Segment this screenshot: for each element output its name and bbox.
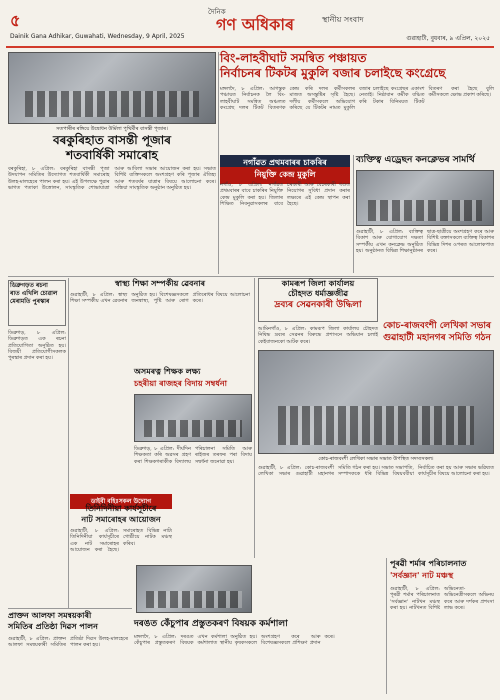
prakton-body: গুৱাহাটী, ৮ এপ্ৰিল: প্ৰাক্তন আলফা সমন্বয়কাৰী সমিতিৰ প্ৰতিষ্ঠা দিৱস উলহ-মালহেৰে পালন কৰা হয়। — [8, 636, 128, 649]
masthead — [6, 4, 494, 48]
photo-puja-caption: সতপাৰীৰ ৰঙ্গিয়ে উদ্বোধন উৰ্মিলা পুথিৰ্মীৰ বাসন্তী পূজাৰ। — [56, 126, 168, 132]
nagaon-headline-1: নগাঁৱত প্ৰথমবাৰৰ চাকৰিৰ — [220, 155, 350, 172]
nagaon-body: নগাঁও, ৮ এপ্ৰিল: নগাঁৱত প্ৰথমবাৰৰ বাবে চাকৰিৰ নিয়ুক্তি কেন্দ্ৰ মুকুলি কৰা হয়। জিলাৰ শিক্ষিত নিবনুৱাসকলৰ বাবে চৰকাৰী আৰু বেচৰকাৰী খণ্ডত নিয়োগৰ সুবিধা প্ৰদান কৰাৰ লক্ষ্যৰে এই কেন্দ্ৰ স্থাপন কৰা হৈছে। — [220, 182, 350, 207]
photo-koch — [258, 350, 494, 454]
asom-body: ডিব্ৰুগড়, ৮ এপ্ৰিল: দীৰ্ঘদিন শিক্ষকতা কৰি অৱসৰ গ্ৰহণ কৰা শিক্ষকগৰাকীক বিদ্যালয় পৰিচালনা সমিতি আৰু ৰাইজৰ তৰফৰ পৰা বিদায় সম্বৰ্ধনা জনোৱা হয়। — [134, 446, 252, 465]
koch-headline-1: কোচ-ৰাজবংশী লেখিকা সভাৰ — [382, 321, 491, 331]
tinidin-body: গুৱাহাটী, ৮ এপ্ৰিল: তিনিদিনীয়া কাৰ্যসূচীৰে এক নাট সমাৰোহৰ আয়োজন কৰা হৈছে। সমাৰোহত বিভিন্ন নাট্য গোষ্ঠীয়ে নাটক মঞ্চস্থ কৰিব। — [70, 528, 172, 553]
kamrup-headline-3: দ্ৰব্যৰ সেৱনকাৰী উদ্ধিলা — [274, 300, 362, 310]
purobi-body: গুৱাহাটী, ৮ এপ্ৰিল: পূৰৱী শৰ্মাৰ পৰিচালনাত 'সৰ্বজ্ঞান' নাটখন মঞ্চস্থ কৰা হয়। নাটখনত বিশিষ্ট অভিনেতা-অভিনেত্ৰীসকলে অভিনয় কৰে আৰু দৰ্শকৰ প্ৰশংসা লাভ কৰে। — [390, 586, 494, 611]
conclave-body: গুৱাহাটী, ৮ এপ্ৰিল: ব্যক্তিত্ব বিকাশ আৰু যোগাযোগ দক্ষতা সম্পৰ্কীয় এখন কনক্লেভ অনুষ্ঠিত হয়। অনুষ্ঠানত বিভিন্ন শিক্ষানুষ্ঠানৰ ছাত্ৰ-ছাত্ৰীয়ে অংশগ্ৰহণ কৰে আৰু বিশিষ্ট বক্তাসকলে ব্যক্তিত্ব বিকাশৰ বিভিন্ন দিশৰ ওপৰত আলোকপাত কৰে। — [356, 229, 495, 254]
photo-workshop — [136, 565, 252, 613]
purobi-headline-1: পূৰৱী শৰ্মাৰ পৰিচালনাত — [390, 559, 467, 568]
dibrugarh-headline-1: ডিব্ৰুগড়ত ৰচনা — [10, 282, 48, 289]
health-headline: স্বাস্থ্য শিক্ষা সম্পৰ্কীয় ৱেবনাৰ — [114, 279, 206, 288]
lead-body: মঙ্গলদৈ, ৮ এপ্ৰিল: আগন্তুক পঞ্চায়ত নিৰ্বাচনক লৈ বিং-লাহবীঘাট সমন্বিত অঞ্চলত কংগ্ৰেছ দলৰ টিকট বিতৰণক কেন্দ্ৰ কৰি দলৰ কৰ্মীসকলৰ মাজত অসন্তুষ্টিৰ সৃষ্টি হৈছে। দলীয় কৰ্মীসকলে অভিযোগ কৰিছে যে টিকটৰ নামত মুকুলি বজাৰ চলাইছে কংগ্ৰেছৰ একাংশ নেতাই। নিষ্ঠাবান কৰ্মীক বঞ্চিত কৰি টকাৰ বিনিময়ত টিকট বিতৰণ কৰা হৈছে বুলি কৰ্মীসকলে ক্ষোভ প্ৰকাশ কৰিছে। — [220, 86, 494, 111]
section-rule — [8, 276, 494, 277]
tinidin-headline-1: তিনিদিনীয়া কাৰ্যসূচীৰে — [85, 504, 157, 513]
koch-headline-2: গুৱাহাটী মহানগৰ সমিতি গঠন — [383, 333, 491, 343]
newspaper-logo: গণ অধিকাৰ — [216, 15, 294, 34]
asom-headline-1: অসমৰত্ন শিক্ষক লক্ষ্য — [134, 367, 201, 376]
photo-puja — [8, 52, 216, 124]
health-body: গুৱাহাটী, ৮ এপ্ৰিল: স্বাস্থ্য শিক্ষা সম্পৰ্কীয় এখন ৱেবনাৰ অনুষ্ঠিত হয়। বিশেষজ্ঞসকলে জনস্বাস্থ্য, পুষ্টি আৰু ৰোগ প্ৰতিৰোধৰ বিষয়ে আলোচনা কৰে। — [70, 292, 250, 305]
left-story-headline-1: বৰকুৰিহাত বাসন্তী পূজাৰ — [52, 133, 172, 147]
logo-small: দৈনিক — [208, 8, 226, 16]
publication-info: Dainik Gana Adhikar, Guwahati, Wednesday, 9 April, 2025 — [10, 33, 185, 40]
dibrugarh-headline-3: মেৰামতি পুৰস্কাৰ — [10, 298, 50, 305]
column-rule — [353, 155, 354, 273]
column-rule — [386, 558, 387, 694]
section-rule — [8, 608, 132, 609]
dibrugarh-body: ডিব্ৰুগড়, ৮ এপ্ৰিল: ডিব্ৰুগড়ত এক ৰচনা প্ৰতিযোগিতা অনুষ্ঠিত হয়। বিজয়ী প্ৰতিযোগীসকলক পুৰস্কাৰ প্ৰদান কৰা হয়। — [8, 330, 66, 361]
asom-headline-2: চহৰীয়া ৰাজহৰ বিদায় সম্বৰ্ধনা — [134, 379, 227, 388]
section-title: স্থানীয় সংবাদ — [322, 15, 364, 24]
nagaon-headline-2: নিয়ুক্তি কেন্দ্ৰ মুকুলি — [220, 167, 350, 184]
dibrugarh-headline-2: ৰাত এখিলি চোৱাল — [10, 290, 58, 297]
lead-headline-1: বিং-লাহবীঘাট সমন্বিত পঞ্চায়ত — [220, 51, 367, 65]
workshop-body: মঙ্গলদৈ, ৮ এপ্ৰিল: দৰঙত কেঁচুপাৰ প্ৰস্তুতকৰণ বিষয়ক এখন কৰ্মশালা অনুষ্ঠিত হয়। কৰ্মশালাত স্থানীয় কৃষকসকলে অংশগ্ৰহণ কৰে আৰু বিশেষজ্ঞসকলে প্ৰশিক্ষণ প্ৰদান কৰে। — [134, 634, 335, 647]
photo-conclave — [356, 170, 494, 226]
tinidin-headline-2: নাট সমাৰোহৰ আয়োজন — [81, 515, 161, 524]
photo-asom — [134, 394, 252, 442]
purobi-headline-2: 'সৰ্বজ্ঞান' নাট মঞ্চস্থ — [390, 571, 454, 580]
date-info: গুৱাহাটী, বুধবাৰ, ৯ এপ্ৰিল, ২০২৫ — [406, 35, 490, 42]
workshop-headline: দৰঙত কেঁচুপাৰ প্ৰস্তুতকৰণ বিষয়ক কৰ্মশালা — [134, 619, 288, 629]
page-number: ৫ — [10, 11, 21, 30]
lead-headline-2: নিৰ্বাচনৰ টিকটৰ মুকুলি বজাৰ চলাইছে কংগ্ৰেছে — [220, 66, 446, 80]
prakton-headline-2: সমিতিৰ প্ৰতিষ্ঠা দিৱস পালন — [8, 622, 98, 631]
column-rule — [218, 52, 219, 274]
left-story-body: বৰকুৰিহা, ৮ এপ্ৰিল: বৰকুৰিহা বাসন্তী পূজা উদযাপন সমিতিৰ উদ্যোগত শতবাৰ্ষিকী সমাৰোহ উলহ-মালহেৰে পালন কৰা হয়। এই উপলক্ষে পুৱাৰ ভাগত পতাকা উত্তোলন, সাংস্কৃতিক শোভাযাত্ৰা আৰু আবিলা সভাৰ আয়োজন কৰা হয়। সভাত বিশিষ্ট ব্যক্তিসকলে অংশগ্ৰহণ কৰি পূজাৰ ঐতিহ্য আৰু শতবৰ্ষৰ যাত্ৰাৰ বিষয়ে আলোচনা কৰে। সন্ধিয়া সাংস্কৃতিক অনুষ্ঠান অনুষ্ঠিত হয়। — [8, 166, 216, 191]
koch-body: গুৱাহাটী, ৮ এপ্ৰিল: কোচ-ৰাজবংশী লেখিকা সভাৰ গুৱাহাটী মহানগৰ সমিতি গঠন কৰা হয়। সভাত সভাপতি, সম্পাদককে ধৰি বিভিন্ন বিষয়ববীয়া নিৰ্বাচিত কৰা হয় আৰু সভাৰ ভৱিষ্যত কাৰ্যসূচীৰ বিষয়ে আলোচনা কৰা হয়। — [258, 465, 494, 478]
column-rule — [254, 278, 255, 558]
conclave-headline: ব্যক্তিত্ব এড্ৰেছন কনক্লেভৰ সামৰ্থি — [356, 155, 475, 165]
left-story-headline-2: শতবাৰ্ষিকী সমাৰোহ — [66, 148, 158, 162]
koch-caption: কোচ-ৰাজবংশী লেখিকা সভাৰ সভাত উপস্থিত সদস্যসকল। — [318, 456, 434, 462]
kamrup-headline-2: চৌহদত ধৰ্মাজ্ঞজীৱ — [287, 289, 349, 298]
kamrup-body: আমিনগাঁও, ৮ এপ্ৰিল: কামৰূপ জিলা কাৰ্যালয় চৌহদত নিষিদ্ধ দ্ৰব্যৰ সেৱনৰ বিৰুদ্ধে প্ৰশাসনে অভিযান চলাই কেইবাজনকো আটক কৰে। — [258, 326, 378, 345]
tinidin-kicker: ডাইবী বহিঃসকল উদ্যোগ — [70, 494, 172, 509]
kamrup-headline-1: কামৰূপ জিলা কাৰ্যালয় — [281, 279, 355, 288]
prakton-headline-1: প্ৰাক্তন আলফা সমন্বয়কাৰী — [8, 611, 92, 620]
column-rule — [68, 278, 69, 608]
